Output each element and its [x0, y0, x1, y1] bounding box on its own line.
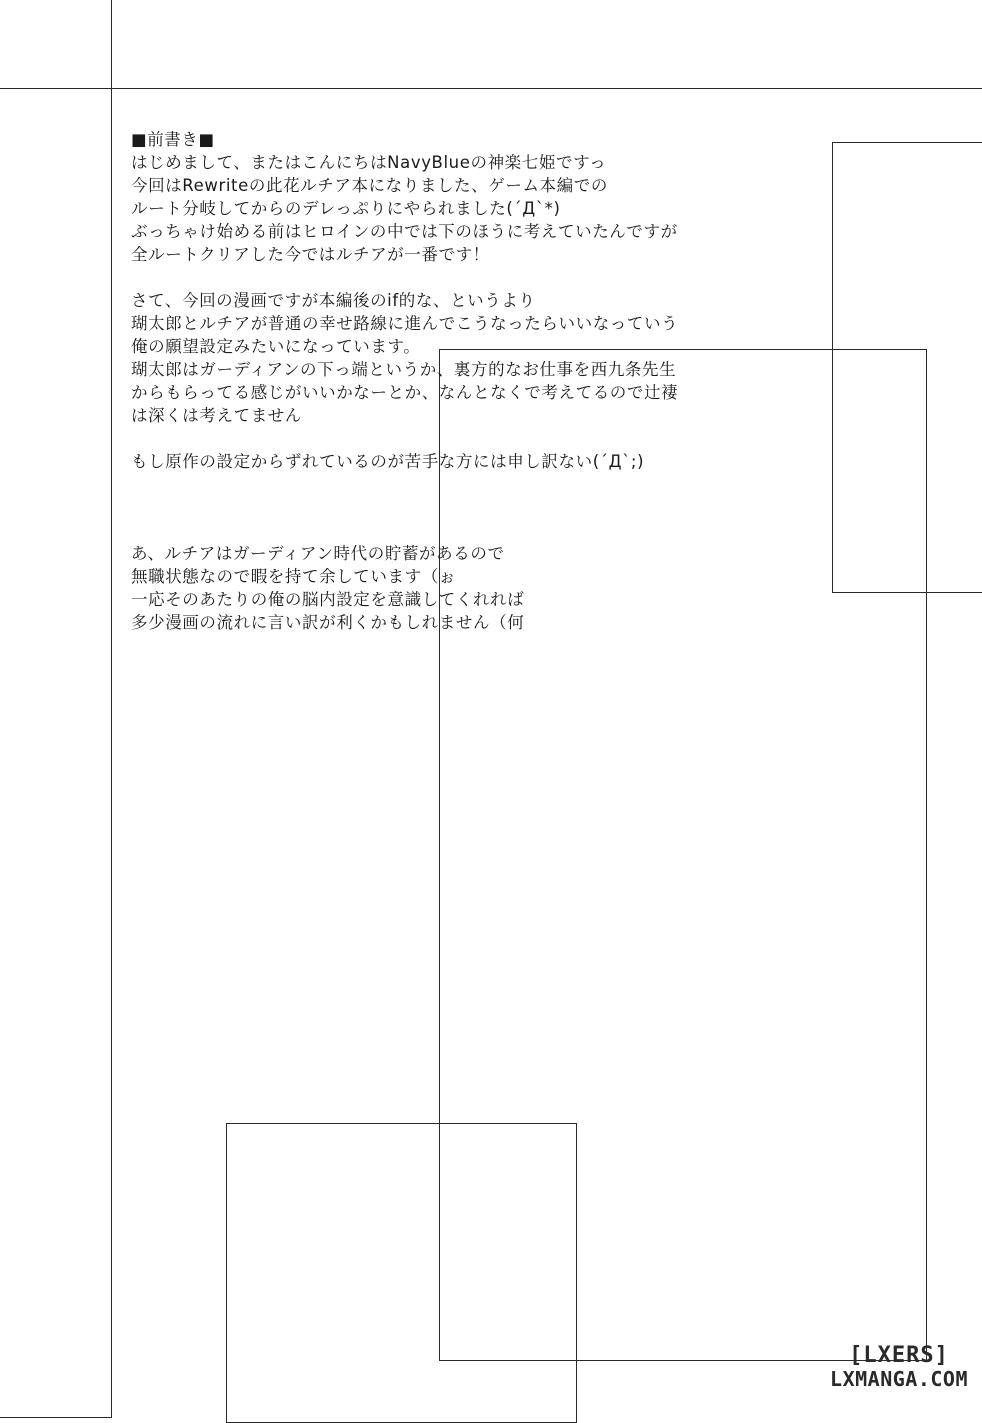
text-line: 全ルートクリアした今ではルチアが一番です！ — [131, 245, 490, 264]
watermark — [830, 1344, 968, 1390]
text-line: ぶっちゃけ始める前はヒロインの中では下のほうに考えていたんですが — [131, 222, 678, 241]
preface-heading: ■前書き■ — [131, 130, 215, 149]
watermark-bottom: LXMANGA.COM — [830, 1367, 968, 1391]
text-line: さて、今回の漫画ですが本編後のif的な、というより — [131, 291, 536, 310]
text-line: はじめまして、またはこんにちはNavyBlueの神楽七姫ですっ — [131, 153, 607, 172]
text-line: もし原作の設定からずれているのが苦手な方には申し訳ない(´Д`;) — [131, 452, 645, 471]
top-horizontal-rule — [0, 88, 982, 89]
text-line: 無職状態なので暇を持て余しています（ぉ — [131, 567, 456, 586]
text-line: 瑚太郎とルチアが普通の幸せ路線に進んでこうなったらいいなっていう — [131, 314, 679, 333]
text-line: は深くは考えてません — [131, 406, 302, 425]
text-line: 今回はRewriteの此花ルチア本になりました、ゲーム本編での — [131, 176, 608, 195]
text-line: からもらってる感じがいいかなーとか、なんとなくで考えてるので辻褄 — [131, 383, 679, 402]
text-line: 俺の願望設定みたいになっています。 — [131, 337, 421, 356]
text-line: 一応そのあたりの俺の脳内設定を意識してくれれば — [131, 590, 525, 609]
paragraph-gap — [131, 266, 771, 289]
preface-text — [131, 128, 771, 634]
text-line: 瑚太郎はガーディアンの下っ端というか、裏方的なお仕事を西九条先生 — [131, 360, 677, 379]
text-line: あ、ルチアはガーディアン時代の貯蓄があるので — [131, 544, 505, 563]
bottom-frame-box — [226, 1123, 577, 1423]
top-left-frame — [0, 0, 112, 1418]
paragraph-gap — [131, 473, 771, 542]
text-line: ルート分岐してからのデレっぷりにやられました(´Д`*) — [131, 199, 561, 218]
paragraph-gap — [131, 427, 771, 450]
text-line: 多少漫画の流れに言い訳が利くかもしれません（何 — [131, 613, 525, 632]
watermark-top: [LXERS] — [849, 1343, 949, 1368]
